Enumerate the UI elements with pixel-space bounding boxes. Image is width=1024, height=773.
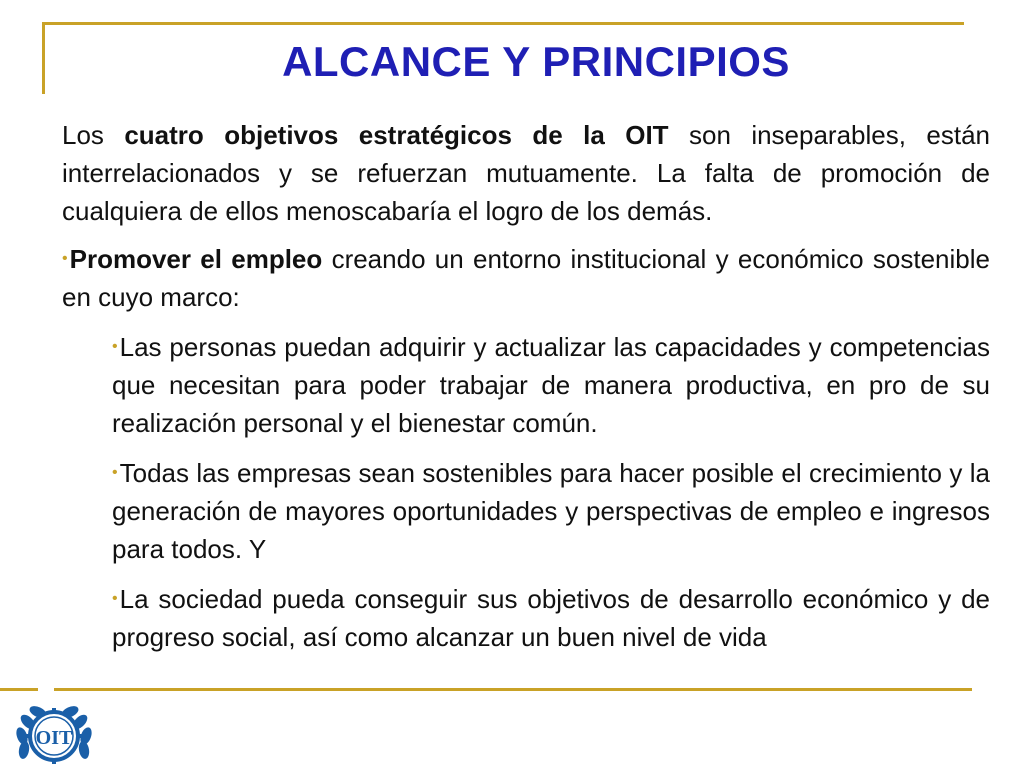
bottom-left-decorative-line	[0, 688, 38, 691]
sub-bullet-personas	[62, 328, 990, 442]
sub-bullet-text: La sociedad pueda conseguir sus objetivos de desarrollo económico y de progreso social, así como alcanzar un buen nivel de vida	[112, 584, 990, 652]
oit-emblem-icon	[8, 692, 100, 768]
logo-text: OIT	[35, 727, 73, 749]
bullet-point-promote-employment	[62, 240, 990, 316]
bullet-icon: •	[62, 250, 68, 267]
sub-bullet-sociedad	[62, 580, 990, 656]
bullet-icon: •	[112, 338, 118, 355]
bottom-decorative-line	[54, 688, 972, 691]
intro-post: son inseparables, están interrelacionados y se refuerzan mutuamente. La falta de promoción de cualquiera de ellos menoscabaría el logro de los demás.	[62, 120, 990, 226]
bullet-icon: •	[112, 590, 118, 607]
point1-post: creando un entorno institucional y económico sostenible en cuyo marco:	[62, 244, 990, 312]
sub-bullet-empresas	[62, 454, 990, 568]
slide-title: ALCANCE Y PRINCIPIOS	[282, 38, 790, 85]
top-decorative-line	[42, 22, 964, 25]
intro-paragraph	[62, 116, 990, 230]
intro-pre: Los	[62, 120, 125, 150]
sub-bullet-text: Todas las empresas sean sostenibles para hacer posible el crecimiento y la generación de mayores oportunidades y perspectivas de empleo e ingresos para todos. Y	[112, 458, 990, 564]
point1-bold: Promover el empleo	[69, 244, 323, 274]
slide-body	[62, 116, 990, 668]
bullet-icon: •	[112, 464, 118, 481]
intro-bold: cuatro objetivos estratégicos de la OIT	[124, 120, 669, 150]
oit-logo	[8, 692, 100, 768]
sub-bullet-text: Las personas puedan adquirir y actualizar las capacidades y competencias que necesitan para poder trabajar de manera productiva, en pro de su realización personal y el bienestar común.	[112, 332, 990, 438]
